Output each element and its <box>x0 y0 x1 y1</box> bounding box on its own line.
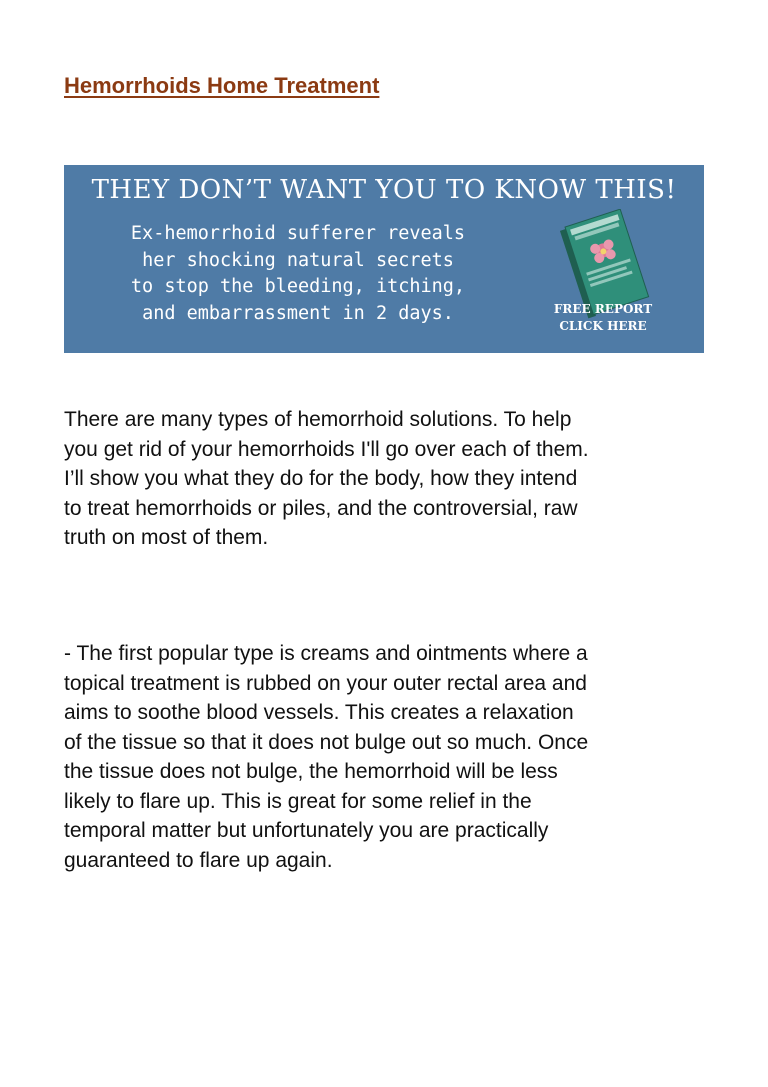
paragraph-line: of the tissue so that it does not bulge out so much. Once <box>64 730 589 754</box>
paragraph-line: temporal matter but unfortunately you are practically <box>64 819 549 842</box>
banner-text <box>108 221 488 327</box>
paragraph-line: the tissue does not bulge, the hemorrhoid will be less <box>64 760 558 783</box>
book-cover <box>565 209 649 314</box>
page-title-link[interactable]: Hemorrhoids Home Treatment <box>64 73 380 98</box>
cta-line: CLICK HERE <box>559 319 647 333</box>
creams-paragraph <box>64 639 724 875</box>
paragraph-line: you get rid of your hemorrhoids I'll go over each of them. <box>64 437 589 461</box>
banner-text-line: to stop the bleeding, itching, <box>130 276 466 297</box>
banner-text-line: Ex-hemorrhoid sufferer reveals <box>130 223 466 244</box>
paragraph-line: to treat hemorrhoids or piles, and the controversial, raw <box>64 496 578 520</box>
cta-line: FREE REPORT <box>553 302 653 316</box>
paragraph-line: aims to soothe blood vessels. This creates a relaxation <box>64 701 574 724</box>
paragraph-line: truth on most of them. <box>64 526 269 549</box>
paragraph-line: topical treatment is rubbed on your outer rectal area and <box>64 671 587 695</box>
paragraph-line: There are many types of hemorrhoid solutions. To help <box>64 408 572 431</box>
intro-paragraph <box>64 405 724 553</box>
ad-banner[interactable] <box>64 165 704 353</box>
banner-headline: THEY DON’T WANT YOU TO KNOW THIS! <box>91 175 677 205</box>
paragraph-line: likely to flare up. This is great for some relief in the <box>64 789 532 813</box>
paragraph-line: guaranteed to flare up again. <box>64 848 333 872</box>
free-report-cta[interactable] <box>546 301 660 335</box>
banner-text-line: and embarrassment in 2 days. <box>142 302 454 324</box>
paragraph-line: - The first popular type is creams and ointments where a <box>64 642 588 665</box>
banner-text-line: her shocking natural secrets <box>142 249 454 271</box>
paragraph-line: I’ll show you what they do for the body, how they intend <box>64 467 578 490</box>
